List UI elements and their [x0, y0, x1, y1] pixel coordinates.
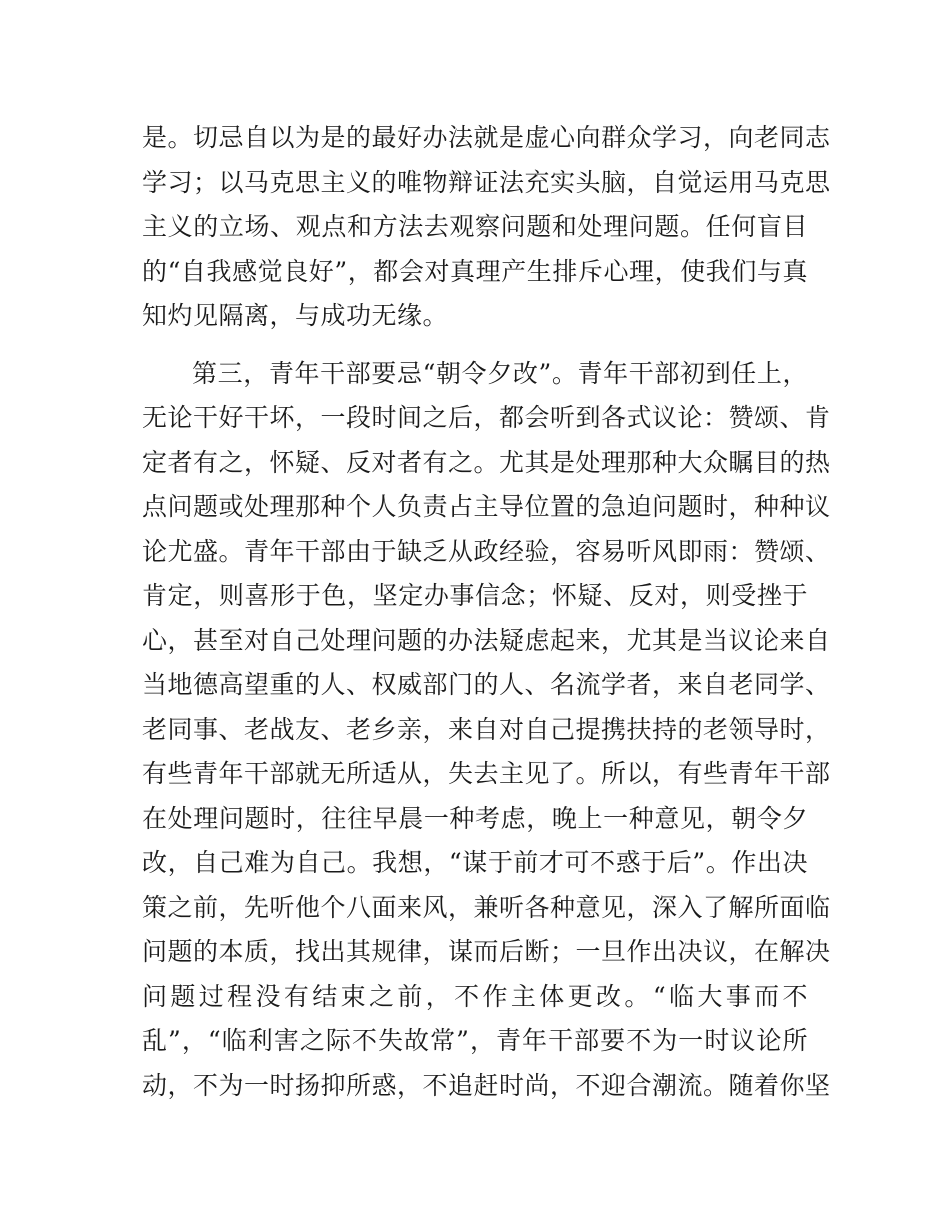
- text-line: 无论干好干坏，一段时间之后，都会听到各式议论：赞颂、肯: [142, 403, 831, 432]
- paragraph-1: [142, 116, 831, 339]
- document-body: [142, 116, 831, 1108]
- text-line: 有些青年干部就无所适从，失去主见了。所以，有些青年干部: [142, 759, 831, 788]
- text-line: 老同事、老战友、老乡亲，来自对自己提携扶持的老领导时，: [142, 714, 831, 744]
- text-line: 学习；以马克思主义的唯物辩证法充实头脑，自觉运用马克思: [142, 167, 831, 197]
- text-line: 问题的本质，找出其规律，谋而后断；一旦作出决议，在解决: [142, 937, 831, 966]
- text-line: 的“自我感觉良好”，都会对真理产生排斥心理，使我们与真: [142, 256, 808, 286]
- text-line: 知灼见隔离，与成功无缘。: [142, 301, 449, 330]
- text-line: 当地德高望重的人、权威部门的人、名流学者，来自老同学、: [142, 670, 831, 699]
- text-line: 动，不为一时扬抑所惑，不追赶时尚，不迎合潮流。随着你坚: [142, 1070, 831, 1100]
- text-line: 心，甚至对自己处理问题的办法疑虑起来，尤其是当议论来自: [142, 625, 831, 655]
- text-line: 主义的立场、观点和方法去观察问题和处理问题。任何盲目: [142, 212, 808, 241]
- paragraph-2: [142, 352, 831, 1109]
- text-line: 第三，青年干部要忌“朝令夕改”。青年干部初到任上，: [192, 358, 808, 388]
- text-line: 是。切忌自以为是的最好办法就是虚心向群众学习，向老同志: [142, 123, 831, 152]
- text-line: 肯定，则喜形于色，坚定办事信念；怀疑、反对，则受挫于: [142, 581, 808, 610]
- text-line: 在处理问题时，往往早晨一种考虑，晚上一种意见，朝令夕: [142, 803, 808, 833]
- text-line: 定者有之，怀疑、反对者有之。尤其是处理那种大众瞩目的热: [142, 447, 831, 477]
- text-line: 策之前，先听他个八面来风，兼听各种意见，深入了解所面临: [142, 892, 831, 922]
- text-line: 论尤盛。青年干部由于缺乏从政经验，容易听风即雨：赞颂、: [142, 536, 831, 566]
- text-line: 改，自己难为自己。我想，“谋于前才可不惑于后”。作出决: [142, 848, 808, 877]
- text-line: 问题过程没有结束之前，不作主体更改。“临大事而不: [142, 981, 808, 1011]
- text-line: 点问题或处理那种个人负责占主导位置的急迫问题时，种种议: [142, 492, 831, 521]
- text-line: 乱”，“临利害之际不失故常”，青年干部要不为一时议论所: [142, 1026, 808, 1055]
- paragraph-gap: [142, 339, 808, 352]
